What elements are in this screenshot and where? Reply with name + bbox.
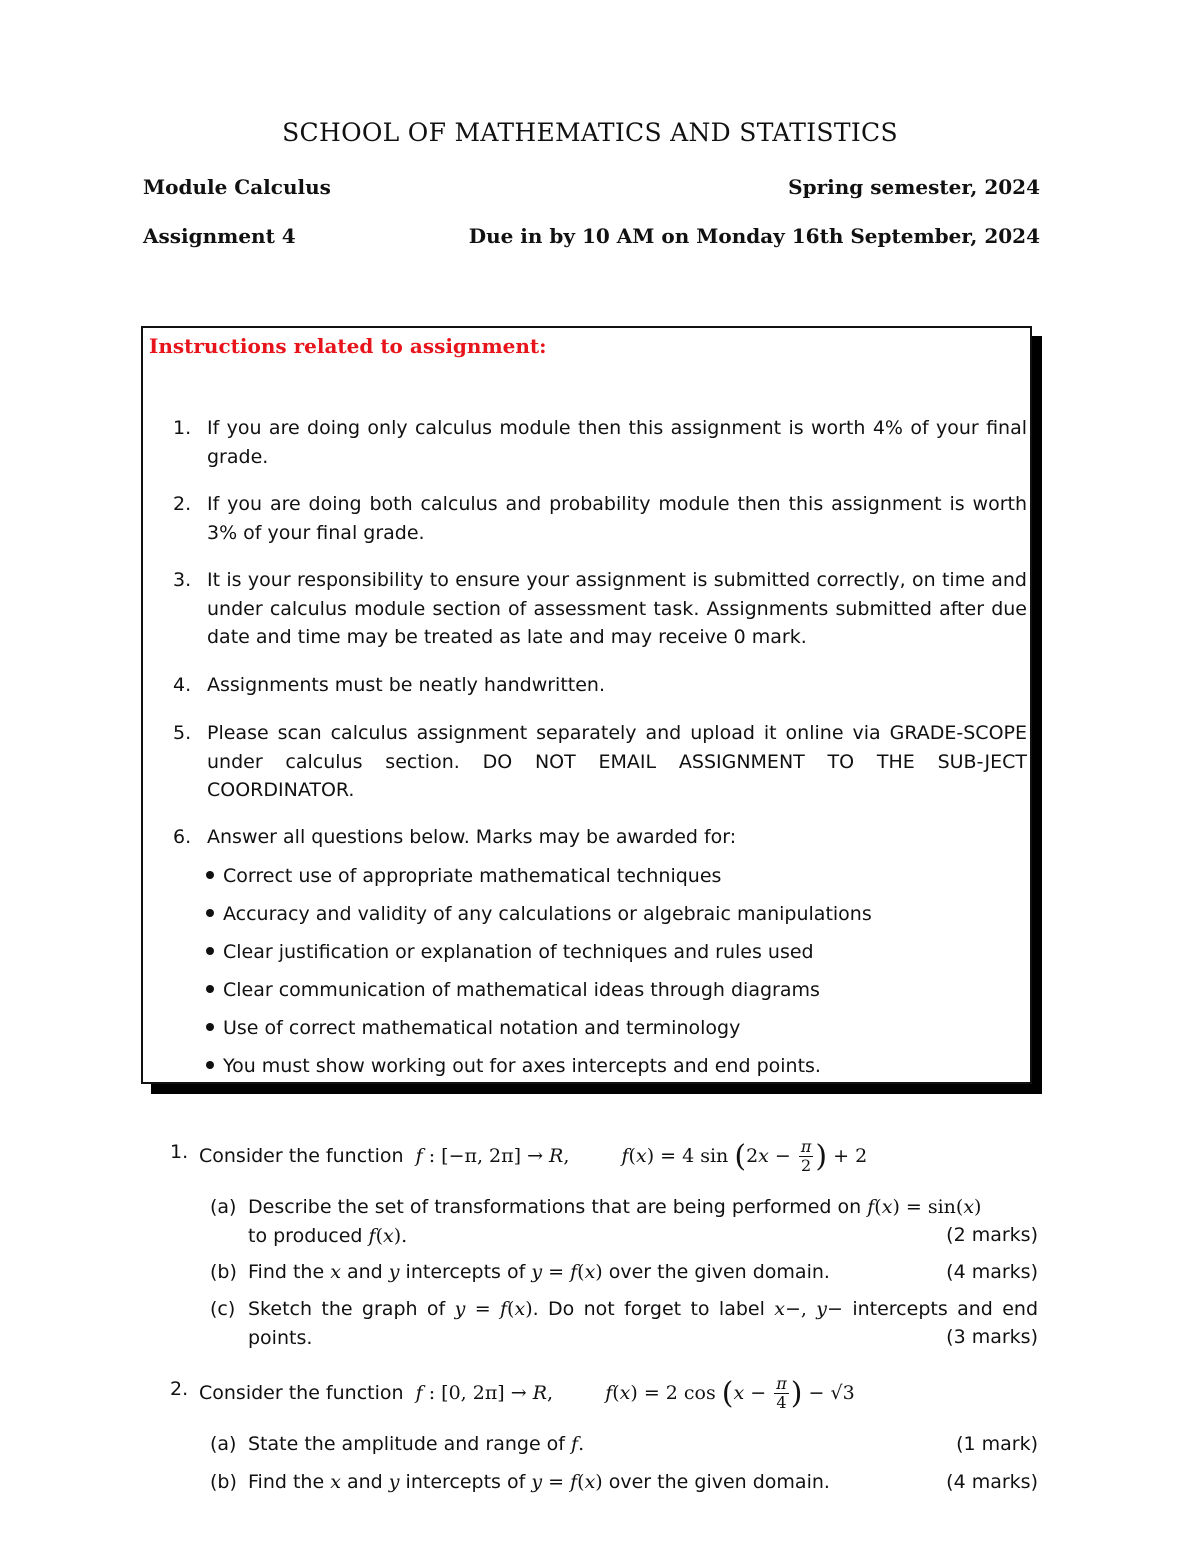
instruction-item: [173, 490, 1027, 547]
module-name: Module Calculus: [143, 175, 331, 199]
instruction-text: If you are doing both calculus and probability module then this assignment is worth 3% of your final grade.: [207, 493, 1027, 544]
question-statement: Consider the function f : [−π, 2π] → R, f(x) = 4 sin (2x − $\frac{\pi}{2}$ ) + 2: [199, 1137, 868, 1175]
question-part: (a) State the amplitude and range of f. (1 mark): [210, 1430, 1038, 1459]
marks-label: (2 marks): [946, 1224, 1038, 1246]
criteria-bullet: Clear justification or explanation of techniques and rules used: [206, 938, 814, 966]
instruction-number: 5.: [173, 722, 192, 744]
instruction-text: If you are doing only calculus module then this assignment is worth 4% of your final grade.: [207, 417, 1027, 468]
semester: Spring semester, 2024: [788, 175, 1040, 199]
question-part: (a) Describe the set of transformations that are being performed on f(x) = sin(x) to produced f(x). (2 marks): [210, 1193, 1038, 1250]
marks-label: (3 marks): [946, 1326, 1038, 1348]
marks-label: (4 marks): [946, 1471, 1038, 1493]
part-label: (b): [210, 1261, 237, 1283]
due-date: Due in by 10 AM on Monday 16th September, 2024: [468, 224, 1040, 248]
assignment-row: [143, 224, 1040, 248]
question-number: 2.: [170, 1378, 189, 1400]
instruction-number: 6.: [173, 826, 192, 848]
question-part: (b) Find the x and y intercepts of y = f(x) over the given domain. (4 marks): [210, 1468, 1038, 1497]
bullet-icon: [206, 1061, 214, 1069]
marks-label: (1 mark): [956, 1433, 1038, 1455]
part-label: (c): [210, 1298, 236, 1320]
instruction-number: 2.: [173, 493, 192, 515]
instruction-item: [173, 823, 1027, 852]
part-label: (a): [210, 1196, 237, 1218]
instruction-item: [173, 719, 1027, 805]
bullet-icon: [206, 985, 214, 993]
criteria-bullet: Accuracy and validity of any calculations or algebraic manipulations: [206, 900, 872, 928]
part-label: (a): [210, 1433, 237, 1455]
instruction-number: 4.: [173, 674, 192, 696]
bullet-icon: [206, 871, 214, 879]
instruction-number: 1.: [173, 417, 192, 439]
instruction-item: [173, 566, 1027, 652]
criteria-bullet: Correct use of appropriate mathematical techniques: [206, 862, 721, 890]
instruction-item: [173, 414, 1027, 471]
instruction-number: 3.: [173, 569, 192, 591]
question-part: (b) Find the x and y intercepts of y = f(x) over the given domain. (4 marks): [210, 1258, 1038, 1287]
module-row: [143, 175, 1040, 199]
instruction-text: Answer all questions below. Marks may be awarded for:: [207, 826, 737, 848]
question-statement: Consider the function f : [0, 2π] → R, f(x) = 2 cos (x − $\frac{\pi}{4}$ ) − √3: [199, 1374, 855, 1412]
instructions-title: Instructions related to assignment:: [149, 334, 547, 358]
criteria-bullet: Clear communication of mathematical ideas through diagrams: [206, 976, 820, 1004]
bullet-icon: [206, 909, 214, 917]
instruction-item: [173, 671, 1027, 700]
instructions-box: [141, 326, 1032, 1084]
question-number: 1.: [170, 1141, 189, 1163]
school-title: SCHOOL OF MATHEMATICS AND STATISTICS: [282, 118, 898, 147]
bullet-icon: [206, 947, 214, 955]
part-label: (b): [210, 1471, 237, 1493]
bullet-icon: [206, 1023, 214, 1031]
assignment-number: Assignment 4: [143, 224, 296, 248]
instruction-text: It is your responsibility to ensure your assignment is submitted correctly, on time and under calculus module section of assessment task. Assignments submitted after due date and time may be treated as late and may receive 0 mark.: [207, 569, 1027, 648]
instruction-text: Assignments must be neatly handwritten.: [207, 674, 606, 696]
marks-label: (4 marks): [946, 1261, 1038, 1283]
criteria-bullet: Use of correct mathematical notation and terminology: [206, 1014, 740, 1042]
instruction-text: Please scan calculus assignment separately and upload it online via GRADE-SCOPE under calculus section. DO NOT EMAIL ASSIGNMENT TO THE SUB-JECT COORDINATOR.: [207, 722, 1027, 801]
criteria-bullet: You must show working out for axes intercepts and end points.: [206, 1052, 821, 1080]
question-part: (c) Sketch the graph of y = f(x). Do not forget to label x−, y− intercepts and end points. (3 marks): [210, 1295, 1038, 1352]
